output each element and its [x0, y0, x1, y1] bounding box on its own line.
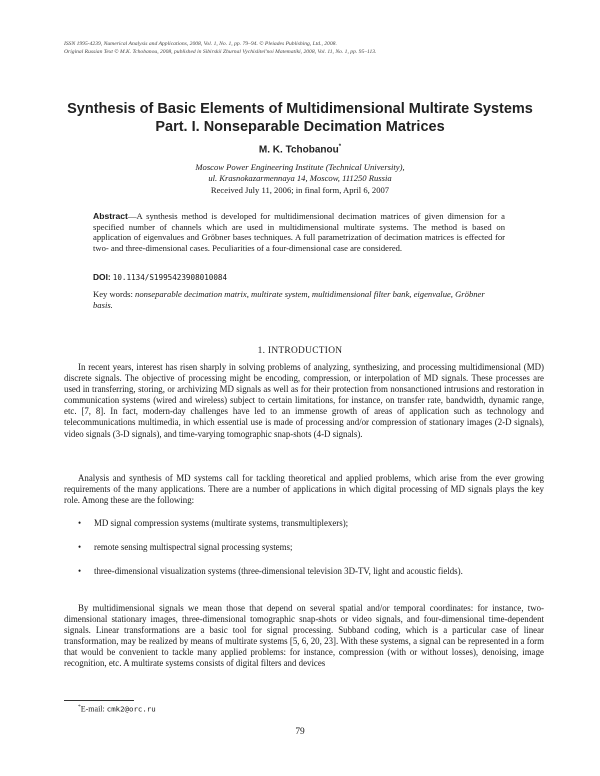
author	[0, 144, 600, 155]
paragraph-2: Analysis and synthesis of MD systems call for tackling theoretical and applied problems, which arise from the ever growing requirements of the many applications. There are a number of applications in which digital processing of MD signals plays the key role. Among these are the following:	[64, 473, 544, 506]
paragraph-1: In recent years, interest has risen sharply in solving problems of analyzing, synthesizing, and processing multidimensional (MD) discrete signals. The objective of processing might be encoding, compression, or interpolation of MD signals. These processes are used in transferring, storing, or archivizing MD signals as well as for their protection from nonsanctioned intrusions and restoration in communication systems (wired and wireless) subject to certain limitations, for instance, on transfer rate, bandwidth, dynamic range, etc. [7, 8]. In fact, modern-day challenges have led to an immense growth of areas of application such as technology and telecommunications multimedia, in which essential use is made of processing and/or compression of stationary images (2-D signals), video signals (3-D signals), and time-varying tomographic snap-shots (4-D signals).	[64, 362, 544, 439]
title-line-1: Synthesis of Basic Elements of Multidimensional Multirate Systems	[67, 101, 533, 117]
footnote	[78, 704, 156, 714]
list-item	[64, 566, 544, 577]
keywords	[93, 289, 505, 311]
received-dates: Received July 11, 2006; in final form, April 6, 2007	[210, 185, 390, 195]
abstract	[93, 211, 505, 253]
application-list	[64, 518, 544, 590]
journal-header	[64, 40, 544, 56]
doi	[93, 272, 505, 282]
page-number: 79	[295, 727, 305, 737]
bullet-icon: •	[78, 566, 82, 577]
footnote-mark: *	[78, 704, 81, 710]
author-email-link[interactable]: cmk2@orc.ru	[106, 704, 156, 714]
list-item-text: remote sensing multispectral signal processing systems;	[94, 542, 293, 553]
list-item-text: three-dimensional visualization systems (three-dimensional television 3D-TV, light and acoustic fields).	[94, 566, 463, 577]
footnote-label: E-mail:	[80, 704, 105, 714]
bullet-icon: •	[78, 518, 82, 528]
keywords-text: nonseparable decimation matrix, multirate system, multidimensional filter bank, eigenvalue, Gröbner basis.	[93, 289, 485, 310]
author-name: M. K. Tchobanou	[258, 144, 339, 156]
keywords-label: Key words:	[93, 289, 133, 299]
abstract-dash: —	[127, 211, 137, 221]
footnote-divider	[64, 700, 134, 701]
doi-label: DOI:	[93, 272, 111, 282]
paper-title	[40, 100, 560, 136]
author-footnote-mark: *	[338, 144, 342, 150]
title-line-2: Part. I. Nonseparable Decimation Matrices	[155, 119, 445, 135]
abstract-text: A synthesis method is developed for multidimensional decimation matrices of given dimension for a specified number of channels which are used in multidimensional multirate systems. The method is based on application of eigenvalues and Gröbner bases techniques. A full parametrization of decimation matrices is effected for two- and three-dimensional cases. Peculiarities of a four-dimensional case are considered.	[93, 211, 505, 253]
list-item	[64, 542, 544, 553]
section-heading: 1. INTRODUCTION	[257, 346, 343, 356]
header-line-2: Original Russian Text © M.K. Tchobanou, 2008, published in Sibirskii Zhurnal Vychislitel'noi Matematiki, 2008, Vol. 11, No. 1, pp. 95–113.	[64, 49, 377, 55]
abstract-label: Abstract	[93, 211, 128, 221]
bullet-icon: •	[78, 542, 82, 553]
header-line-1: ISSN 1995-4239, Numerical Analysis and Applications, 2008, Vol. 1, No. 1, pp. 79–94. © Pleiades Publishing, Ltd., 2008.	[64, 41, 337, 47]
paragraph-3: By multidimensional signals we mean those that depend on several spatial and/or temporal coordinates: for instance, two-dimensional stationary images, three-dimensional tomographic snap-shots or video signals, and four-dimensional time-dependent signals. Linear transformations are a basic tool for signal processing. Subband coding, which is a particular case of linear transformation, may be realized by means of multirate systems [5, 6, 20, 23]. With these systems, a signal can be represented in a form that would be convenient to tackle many applied problems: for instance, compression (with or without losses), denoising, image recognition, etc. A multirate systems consists of digital filters and devices	[64, 603, 544, 669]
affiliation	[0, 162, 600, 184]
list-item-text: MD signal compression systems (multirate systems, transmultiplexers);	[94, 518, 349, 528]
list-item	[64, 518, 544, 529]
affiliation-line-2: ul. Krasnokazarmennaya 14, Moscow, 111250 Russia	[208, 173, 392, 183]
affiliation-line-1: Moscow Power Engineering Institute (Technical University),	[195, 162, 405, 172]
doi-value[interactable]: 10.1134/S1995423908010084	[112, 273, 228, 282]
